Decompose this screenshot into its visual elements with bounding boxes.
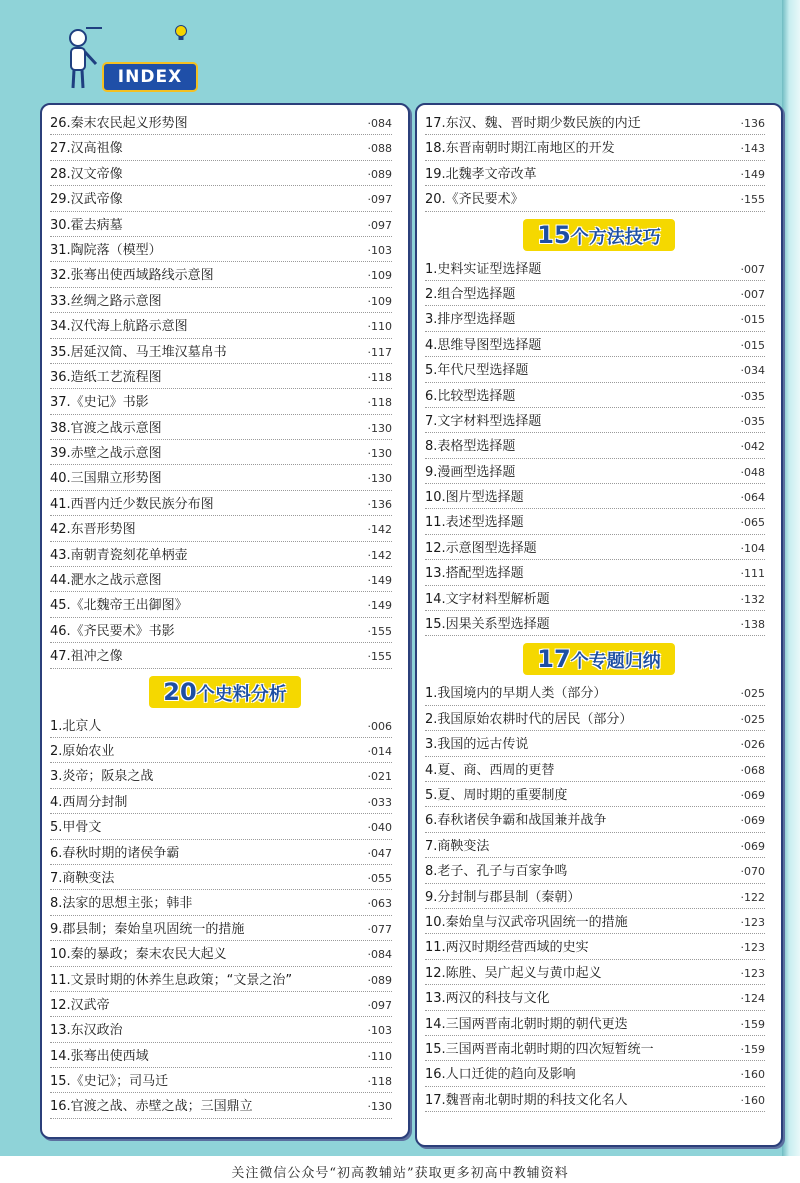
toc-entry-title: 10.图片型选择题 bbox=[425, 490, 524, 506]
left-panel bbox=[40, 103, 410, 1139]
toc-entry-page: ·069 bbox=[740, 788, 765, 802]
toc-entry-page: ·136 bbox=[367, 497, 392, 511]
toc-entry-page: ·130 bbox=[367, 472, 392, 486]
toc-entry-title: 34.汉代海上航路示意图 bbox=[50, 319, 188, 335]
toc-entry bbox=[50, 365, 392, 390]
toc-entry-title: 15.《史记》；司马迁 bbox=[50, 1074, 169, 1090]
toc-entry-title: 6.春秋时期的诸侯争霸 bbox=[50, 845, 180, 861]
toc-entry-title: 13.搭配型选择题 bbox=[425, 566, 524, 582]
toc-entry bbox=[425, 808, 765, 833]
toc-entry bbox=[50, 619, 392, 644]
toc-entry-title: 14.文字材料型解析题 bbox=[425, 591, 550, 607]
toc-entry-page: ·035 bbox=[740, 389, 765, 403]
toc-entry-page: ·130 bbox=[367, 447, 392, 461]
toc-entry bbox=[425, 885, 765, 910]
toc-entry bbox=[50, 1094, 392, 1119]
toc-entry bbox=[425, 1037, 765, 1062]
toc-entry-page: ·047 bbox=[367, 846, 392, 860]
toc-entry-page: ·149 bbox=[740, 167, 765, 181]
toc-entry bbox=[50, 968, 392, 993]
toc-entry-title: 32.张骞出使西域路线示意图 bbox=[50, 268, 214, 284]
toc-entry-title: 44.淝水之战示意图 bbox=[50, 573, 162, 589]
toc-entry-page: ·097 bbox=[367, 998, 392, 1012]
right-panel bbox=[415, 103, 783, 1147]
toc-entry-page: ·109 bbox=[367, 294, 392, 308]
toc-entry-page: ·048 bbox=[740, 465, 765, 479]
toc-entry-title: 15.因果关系型选择题 bbox=[425, 617, 550, 633]
toc-entry-title: 12.陈胜、吴广起义与黄巾起义 bbox=[425, 965, 602, 981]
toc-entry-title: 2.组合型选择题 bbox=[425, 286, 516, 302]
toc-entry bbox=[425, 986, 765, 1011]
toc-entry bbox=[425, 1012, 765, 1037]
toc-entry-page: ·142 bbox=[367, 548, 392, 562]
list-right-c bbox=[417, 681, 781, 1113]
toc-entry bbox=[425, 187, 765, 212]
toc-entry-page: ·110 bbox=[367, 320, 392, 334]
toc-entry-page: ·097 bbox=[367, 193, 392, 207]
toc-entry bbox=[425, 732, 765, 757]
toc-entry-page: ·097 bbox=[367, 218, 392, 232]
toc-entry-page: ·111 bbox=[740, 567, 765, 581]
toc-entry bbox=[50, 441, 392, 466]
toc-entry-page: ·068 bbox=[740, 763, 765, 777]
toc-entry bbox=[425, 859, 765, 884]
toc-entry-title: 7.文字材料型选择题 bbox=[425, 413, 542, 429]
toc-entry-title: 31.陶院落（模型） bbox=[50, 242, 162, 258]
toc-entry-title: 9.郡县制；秦始皇巩固统一的措施 bbox=[50, 921, 245, 937]
toc-entry-page: ·123 bbox=[740, 915, 765, 929]
toc-entry-title: 2.原始农业 bbox=[50, 743, 115, 759]
toc-entry bbox=[50, 1018, 392, 1043]
toc-entry bbox=[50, 492, 392, 517]
toc-entry-page: ·089 bbox=[367, 973, 392, 987]
toc-entry-page: ·160 bbox=[740, 1093, 765, 1107]
toc-entry-page: ·136 bbox=[740, 117, 765, 130]
toc-entry bbox=[50, 866, 392, 891]
toc-entry-page: ·021 bbox=[367, 770, 392, 784]
toc-entry bbox=[425, 961, 765, 986]
toc-entry bbox=[50, 790, 392, 815]
footer-note: 关注微信公众号“初高教辅站”获取更多初高中教辅资料 bbox=[231, 1166, 569, 1181]
toc-entry-title: 47.祖冲之像 bbox=[50, 649, 123, 665]
toc-entry-page: ·149 bbox=[367, 574, 392, 588]
toc-entry bbox=[425, 1088, 765, 1113]
toc-entry-page: ·132 bbox=[740, 592, 765, 606]
toc-entry-page: ·007 bbox=[740, 262, 765, 276]
toc-entry-title: 1.北京人 bbox=[50, 718, 102, 734]
toc-entry-page: ·110 bbox=[367, 1049, 392, 1063]
index-header bbox=[62, 20, 222, 92]
toc-entry-page: ·123 bbox=[740, 941, 765, 955]
toc-entry-title: 15.三国两晋南北朝时期的四次短暂统一 bbox=[425, 1041, 654, 1057]
toc-entry-page: ·026 bbox=[740, 738, 765, 752]
section-heading-badge: 15个方法技巧 bbox=[523, 219, 674, 251]
toc-entry-title: 27.汉高祖像 bbox=[50, 141, 123, 157]
toc-entry bbox=[425, 612, 765, 637]
toc-entry-title: 5.夏、周时期的重要制度 bbox=[425, 787, 568, 803]
toc-entry-title: 7.商鞅变法 bbox=[50, 870, 115, 886]
page-edge bbox=[782, 0, 800, 1156]
toc-entry bbox=[50, 739, 392, 764]
toc-entry bbox=[50, 187, 392, 212]
toc-entry bbox=[50, 213, 392, 238]
toc-entry-page: ·035 bbox=[740, 414, 765, 428]
toc-entry bbox=[425, 384, 765, 409]
toc-entry-title: 4.西周分封制 bbox=[50, 794, 128, 810]
toc-entry-title: 14.张骞出使西域 bbox=[50, 1048, 149, 1064]
toc-entry bbox=[50, 416, 392, 441]
toc-entry-page: ·143 bbox=[740, 142, 765, 156]
toc-entry-title: 28.汉文帝像 bbox=[50, 166, 123, 182]
toc-entry-title: 5.年代尺型选择题 bbox=[425, 363, 529, 379]
toc-entry-page: ·138 bbox=[740, 618, 765, 632]
toc-entry bbox=[425, 409, 765, 434]
index-label: INDEX bbox=[102, 62, 198, 92]
toc-entry-page: ·055 bbox=[367, 871, 392, 885]
toc-entry-page: ·118 bbox=[367, 396, 392, 410]
toc-entry-page: ·142 bbox=[367, 523, 392, 537]
toc-entry-page: ·015 bbox=[740, 338, 765, 352]
toc-entry-page: ·130 bbox=[367, 1100, 392, 1114]
toc-entry-page: ·124 bbox=[740, 992, 765, 1006]
toc-entry-title: 6.比较型选择题 bbox=[425, 388, 516, 404]
toc-entry-page: ·063 bbox=[367, 897, 392, 911]
toc-entry bbox=[50, 593, 392, 618]
toc-entry bbox=[425, 1062, 765, 1087]
toc-entry-title: 12.汉武帝 bbox=[50, 997, 110, 1013]
toc-entry-title: 3.我国的远古传说 bbox=[425, 737, 529, 753]
toc-entry bbox=[50, 1069, 392, 1094]
toc-entry-title: 45.《北魏帝王出御图》 bbox=[50, 598, 188, 614]
toc-entry bbox=[50, 891, 392, 916]
toc-entry-title: 10.秦始皇与汉武帝巩固统一的措施 bbox=[425, 914, 628, 930]
toc-entry bbox=[425, 834, 765, 859]
toc-entry bbox=[425, 434, 765, 459]
toc-entry-title: 38.官渡之战示意图 bbox=[50, 420, 162, 436]
toc-entry-title: 10.秦的暴政；秦末农民大起义 bbox=[50, 947, 227, 963]
toc-entry-title: 8.老子、孔子与百家争鸣 bbox=[425, 864, 568, 880]
toc-entry-page: ·149 bbox=[367, 599, 392, 613]
toc-entry-page: ·034 bbox=[740, 364, 765, 378]
toc-entry bbox=[425, 358, 765, 383]
toc-entry bbox=[50, 238, 392, 263]
lightbulb-icon bbox=[174, 24, 188, 42]
toc-entry bbox=[50, 340, 392, 365]
toc-entry bbox=[50, 714, 392, 739]
toc-entry-page: ·155 bbox=[367, 624, 392, 638]
toc-entry-title: 4.思维导图型选择题 bbox=[425, 337, 542, 353]
toc-entry-page: ·155 bbox=[367, 650, 392, 664]
toc-entry-title: 13.东汉政治 bbox=[50, 1023, 123, 1039]
toc-entry-page: ·025 bbox=[740, 687, 765, 701]
toc-entry bbox=[425, 510, 765, 535]
toc-entry-title: 14.三国两晋南北朝时期的朝代更迭 bbox=[425, 1016, 628, 1032]
toc-entry-page: ·123 bbox=[740, 966, 765, 980]
toc-entry bbox=[50, 764, 392, 789]
toc-entry-page: ·130 bbox=[367, 421, 392, 435]
toc-entry-title: 46.《齐民要术》书影 bbox=[50, 623, 175, 639]
toc-entry bbox=[50, 993, 392, 1018]
toc-entry bbox=[50, 111, 392, 136]
toc-entry-title: 29.汉武帝像 bbox=[50, 192, 123, 208]
toc-entry bbox=[50, 466, 392, 491]
toc-entry-title: 1.史料实证型选择题 bbox=[425, 261, 542, 277]
toc-entry-page: ·040 bbox=[367, 821, 392, 835]
toc-entry-page: ·117 bbox=[367, 345, 392, 359]
section-heading-badge: 20个史料分析 bbox=[149, 676, 300, 708]
toc-entry-title: 16.人口迁徙的趋向及影响 bbox=[425, 1067, 576, 1083]
toc-entry-title: 42.东晋形势图 bbox=[50, 522, 136, 538]
toc-entry-title: 30.霍去病墓 bbox=[50, 217, 123, 233]
toc-entry-page: ·118 bbox=[367, 1075, 392, 1089]
toc-entry bbox=[50, 517, 392, 542]
toc-entry bbox=[50, 568, 392, 593]
toc-entry-page: ·103 bbox=[367, 1024, 392, 1038]
toc-entry bbox=[425, 282, 765, 307]
toc-entry bbox=[425, 561, 765, 586]
toc-entry-title: 9.漫画型选择题 bbox=[425, 464, 516, 480]
toc-entry-title: 17.魏晋南北朝时期的科技文化名人 bbox=[425, 1092, 628, 1108]
toc-entry-page: ·084 bbox=[367, 117, 392, 130]
toc-entry bbox=[425, 935, 765, 960]
toc-entry bbox=[50, 917, 392, 942]
section-heading-shiliao bbox=[42, 670, 408, 714]
toc-entry bbox=[425, 707, 765, 732]
toc-entry-title: 6.春秋诸侯争霸和战国兼并战争 bbox=[425, 813, 607, 829]
section-heading-badge: 17个专题归纳 bbox=[523, 643, 674, 675]
toc-entry-title: 19.北魏孝文帝改革 bbox=[425, 166, 537, 182]
toc-entry-title: 4.夏、商、西周的更替 bbox=[425, 762, 555, 778]
toc-entry bbox=[425, 257, 765, 282]
toc-entry-title: 16.官渡之战、赤壁之战；三国鼎立 bbox=[50, 1099, 253, 1115]
toc-entry bbox=[50, 390, 392, 415]
toc-entry-page: ·014 bbox=[367, 744, 392, 758]
section-heading-zhuanti bbox=[417, 637, 781, 681]
toc-entry-title: 35.居延汉简、马王堆汉墓帛书 bbox=[50, 344, 227, 360]
toc-entry-page: ·160 bbox=[740, 1068, 765, 1082]
toc-entry bbox=[50, 543, 392, 568]
toc-entry-title: 36.造纸工艺流程图 bbox=[50, 369, 162, 385]
toc-entry bbox=[425, 536, 765, 561]
toc-entry-title: 12.示意图型选择题 bbox=[425, 540, 537, 556]
toc-entry-title: 18.东晋南朝时期江南地区的开发 bbox=[425, 141, 615, 157]
toc-entry bbox=[50, 1044, 392, 1069]
toc-entry bbox=[50, 162, 392, 187]
toc-entry bbox=[425, 485, 765, 510]
toc-entry-page: ·006 bbox=[367, 719, 392, 733]
toc-entry-page: ·007 bbox=[740, 287, 765, 301]
toc-entry bbox=[425, 460, 765, 485]
list-right-b bbox=[417, 257, 781, 638]
mascot-icon bbox=[62, 20, 102, 92]
toc-entry-title: 8.法家的思想主张；韩非 bbox=[50, 896, 193, 912]
toc-entry-page: ·070 bbox=[740, 865, 765, 879]
toc-entry-page: ·104 bbox=[740, 541, 765, 555]
toc-entry-title: 26.秦末农民起义形势图 bbox=[50, 116, 188, 131]
toc-entry-page: ·069 bbox=[740, 814, 765, 828]
toc-entry-page: ·159 bbox=[740, 1042, 765, 1056]
toc-entry bbox=[425, 136, 765, 161]
toc-entry-page: ·015 bbox=[740, 313, 765, 327]
toc-entry-title: 5.甲骨文 bbox=[50, 820, 102, 836]
toc-entry-page: ·064 bbox=[740, 491, 765, 505]
toc-entry-page: ·155 bbox=[740, 193, 765, 207]
toc-entry bbox=[50, 136, 392, 161]
toc-entry bbox=[50, 815, 392, 840]
toc-entry-title: 41.西晋内迁少数民族分布图 bbox=[50, 496, 214, 512]
toc-entry bbox=[50, 263, 392, 288]
toc-entry-page: ·033 bbox=[367, 795, 392, 809]
toc-entry-title: 33.丝绸之路示意图 bbox=[50, 293, 162, 309]
toc-entry bbox=[425, 910, 765, 935]
toc-entry-page: ·089 bbox=[367, 167, 392, 181]
toc-entry-page: ·042 bbox=[740, 440, 765, 454]
toc-entry bbox=[50, 644, 392, 669]
toc-entry bbox=[50, 942, 392, 967]
toc-entry-title: 7.商鞅变法 bbox=[425, 838, 490, 854]
toc-entry-page: ·159 bbox=[740, 1017, 765, 1031]
toc-entry-title: 39.赤壁之战示意图 bbox=[50, 446, 162, 462]
toc-entry-page: ·122 bbox=[740, 890, 765, 904]
toc-entry-title: 43.南朝青瓷刻花单柄壶 bbox=[50, 547, 188, 563]
toc-entry bbox=[50, 841, 392, 866]
toc-entry bbox=[425, 587, 765, 612]
section-heading-fangfa bbox=[417, 213, 781, 257]
toc-entry-title: 3.炎帝；阪泉之战 bbox=[50, 769, 154, 785]
list-right-a bbox=[417, 105, 781, 213]
toc-entry-title: 11.两汉时期经营西域的史实 bbox=[425, 940, 589, 956]
toc-entry-page: ·065 bbox=[740, 516, 765, 530]
toc-entry-page: ·084 bbox=[367, 948, 392, 962]
toc-entry-page: ·088 bbox=[367, 142, 392, 156]
toc-entry-page: ·109 bbox=[367, 269, 392, 283]
toc-entry-page: ·077 bbox=[367, 922, 392, 936]
toc-entry-page: ·118 bbox=[367, 370, 392, 384]
toc-entry-title: 2.我国原始农耕时代的居民（部分） bbox=[425, 711, 633, 727]
toc-entry-page: ·069 bbox=[740, 839, 765, 853]
toc-entry bbox=[425, 307, 765, 332]
list-left-a bbox=[42, 105, 408, 670]
toc-entry-title: 11.文景时期的休养生息政策；“文景之治” bbox=[50, 972, 293, 988]
toc-entry bbox=[425, 333, 765, 358]
toc-entry bbox=[425, 111, 765, 136]
toc-entry-title: 17.东汉、魏、晋时期少数民族的内迁 bbox=[425, 116, 641, 131]
toc-entry bbox=[425, 783, 765, 808]
toc-entry-title: 40.三国鼎立形势图 bbox=[50, 471, 162, 487]
toc-entry bbox=[50, 314, 392, 339]
list-left-b bbox=[42, 714, 408, 1120]
toc-entry-title: 9.分封制与郡县制（秦朝） bbox=[425, 889, 581, 905]
toc-entry bbox=[425, 162, 765, 187]
toc-entry-title: 11.表述型选择题 bbox=[425, 515, 524, 531]
toc-entry-title: 20.《齐民要术》 bbox=[425, 192, 524, 208]
toc-entry bbox=[425, 758, 765, 783]
toc-entry bbox=[50, 289, 392, 314]
toc-entry-title: 13.两汉的科技与文化 bbox=[425, 991, 550, 1007]
toc-entry-title: 8.表格型选择题 bbox=[425, 439, 516, 455]
toc-entry-title: 3.排序型选择题 bbox=[425, 312, 516, 328]
toc-entry-page: ·025 bbox=[740, 712, 765, 726]
toc-entry bbox=[425, 681, 765, 706]
toc-entry-title: 1.我国境内的早期人类（部分） bbox=[425, 686, 607, 702]
toc-entry-page: ·103 bbox=[367, 243, 392, 257]
toc-entry-title: 37.《史记》书影 bbox=[50, 395, 149, 411]
